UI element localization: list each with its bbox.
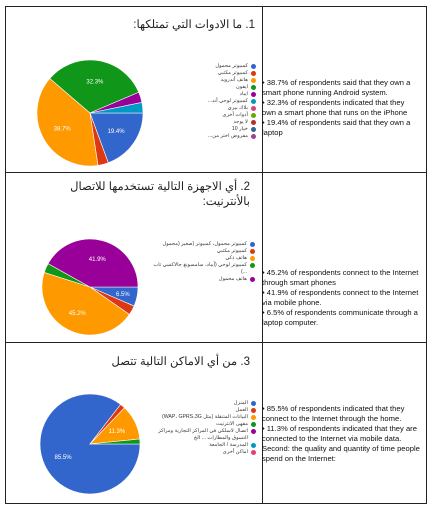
pie-data-label: 45.2% bbox=[68, 310, 86, 317]
legend-swatch bbox=[250, 256, 255, 261]
legend-swatch bbox=[251, 443, 256, 448]
legend-label: كمبيوتر لوحي أند... bbox=[207, 98, 248, 104]
legend-item bbox=[158, 84, 256, 91]
legend-label: خيار 10 bbox=[231, 126, 248, 132]
finding-text: • 11.3% of respondents indicated that they are connected to the Internet via mobile data. bbox=[262, 424, 417, 444]
pie-data-label: 85.5% bbox=[54, 455, 72, 462]
legend-item bbox=[148, 414, 256, 421]
legend-item bbox=[158, 119, 256, 126]
legend-label: مقهى الانترنيت bbox=[216, 421, 248, 427]
legend-1 bbox=[158, 63, 256, 140]
legend-item bbox=[158, 70, 256, 77]
pie-data-label: 19.4% bbox=[107, 129, 125, 136]
legend-label: كمبيوتر مكتبي bbox=[217, 70, 248, 76]
legend-swatch bbox=[251, 85, 256, 90]
pie-chart-1 bbox=[30, 55, 160, 175]
legend-3 bbox=[148, 400, 256, 456]
question-3: 3. من أي الاماكن التالية تتصل bbox=[111, 356, 250, 368]
legend-label: ايباد bbox=[239, 91, 248, 97]
legend-swatch bbox=[251, 64, 256, 69]
legend-swatch bbox=[251, 429, 256, 434]
finding-text: • 19.4% of respondents said that they own a laptop bbox=[262, 118, 411, 138]
legend-item bbox=[150, 255, 255, 262]
pie-data-label: 32.3% bbox=[86, 79, 104, 86]
question-2: 2. أي الاجهزة التالية تستخدمها للاتصال بالأنترنيت: bbox=[70, 181, 250, 208]
legend-label: كمبيوتر مكتبي bbox=[216, 248, 247, 254]
legend-item bbox=[158, 98, 256, 105]
legend-item bbox=[148, 449, 256, 456]
legend-swatch bbox=[251, 127, 256, 132]
legend-item bbox=[158, 63, 256, 70]
legend-label: المنزل bbox=[233, 400, 248, 406]
pie-data-label: 41.9% bbox=[88, 257, 106, 264]
legend-item bbox=[148, 421, 256, 428]
legend-item bbox=[148, 428, 256, 442]
legend-label: اماكن أخرى bbox=[222, 449, 248, 455]
legend-swatch bbox=[251, 113, 256, 118]
legend-item bbox=[158, 126, 256, 133]
legend-swatch bbox=[251, 71, 256, 76]
pie-2-slices bbox=[42, 239, 138, 335]
legend-label: كمبيوتر محمول، كمبيوتر (صغير (محمول bbox=[162, 241, 247, 247]
legend-item bbox=[158, 112, 256, 119]
pie-data-label: 6.5% bbox=[116, 291, 130, 298]
legend-swatch bbox=[251, 415, 256, 420]
legend-swatch bbox=[251, 408, 256, 413]
legend-label: هاتف أندرويد bbox=[220, 77, 248, 83]
legend-item bbox=[150, 262, 255, 276]
pie-chart-2 bbox=[30, 235, 160, 345]
legend-label: كمبيوتر محمول bbox=[215, 63, 248, 69]
finding-text: Second: the quality and quantity of time people spend on the Internet: bbox=[262, 444, 420, 464]
legend-label: لا يوجد bbox=[233, 119, 248, 125]
legend-label: المدرسة / الجامعة bbox=[209, 442, 248, 448]
finding-text: • 38.7% of respondents said that they own a smart phone running Android system. bbox=[262, 78, 411, 98]
legend-swatch bbox=[250, 242, 255, 247]
pie-chart-3 bbox=[30, 390, 160, 500]
legend-swatch bbox=[251, 78, 256, 83]
legend-label: البيانات المتنقلة (مثل WAP، GPRS،3G) bbox=[161, 414, 248, 420]
legend-swatch bbox=[251, 134, 256, 139]
pie-data-label: 38.7% bbox=[53, 126, 71, 133]
legend-label: هاتف محمول bbox=[218, 276, 247, 282]
legend-item bbox=[158, 105, 256, 112]
legend-swatch bbox=[251, 401, 256, 406]
legend-label: أدوات أخرى bbox=[222, 112, 248, 118]
findings-2 bbox=[262, 268, 420, 329]
legend-swatch bbox=[250, 263, 255, 268]
legend-label: العمل bbox=[235, 407, 248, 413]
legend-swatch bbox=[251, 92, 256, 97]
finding-text: • 32.3% of respondents indicated that they own a smart phone that runs on the iPhone bbox=[262, 98, 408, 118]
legend-item bbox=[150, 248, 255, 255]
legend-label: اتصال لاسلكي في المراكز التجارية ومراكز التسوق والمطارات ... الخ bbox=[158, 428, 248, 441]
finding-text: • 41.9% of respondents connect to the Internet via mobile phone. bbox=[262, 288, 419, 308]
legend-item bbox=[148, 407, 256, 414]
legend-swatch bbox=[251, 99, 256, 104]
legend-item bbox=[150, 276, 255, 283]
legend-swatch bbox=[251, 422, 256, 427]
legend-item bbox=[150, 241, 255, 248]
legend-item bbox=[158, 77, 256, 84]
findings-1 bbox=[262, 78, 420, 139]
question-1: 1. ما الادوات التي تمتلكها: bbox=[133, 19, 255, 31]
finding-text: • 85.5% of respondents indicated that they connect to the Internet through the home. bbox=[262, 404, 405, 424]
legend-swatch bbox=[250, 249, 255, 254]
pie-1-slices bbox=[37, 60, 143, 166]
finding-text: • 45.2% of respondents connect to the Internet through smart phones bbox=[262, 268, 419, 288]
legend-label: كمبيوتر لوحي (آيباد، سامسونغ جالاكسي تاب ...) bbox=[153, 262, 247, 275]
legend-2 bbox=[150, 241, 255, 283]
legend-item bbox=[158, 133, 256, 140]
legend-label: هاتف ذكي bbox=[225, 255, 247, 261]
legend-label: بلاك بيري bbox=[227, 105, 248, 111]
legend-label: ايفون bbox=[236, 84, 248, 90]
legend-item bbox=[148, 442, 256, 449]
legend-item bbox=[148, 400, 256, 407]
legend-item bbox=[158, 91, 256, 98]
finding-text: • 6.5% of respondents communicate through a laptop computer. bbox=[262, 308, 418, 328]
pie-data-label: 11.3% bbox=[108, 428, 126, 435]
pie-3-slices bbox=[40, 394, 140, 494]
legend-swatch bbox=[251, 120, 256, 125]
legend-label: مفروض اختر من... bbox=[207, 133, 248, 139]
legend-swatch bbox=[251, 450, 256, 455]
findings-3 bbox=[262, 404, 420, 465]
legend-swatch bbox=[251, 106, 256, 111]
legend-swatch bbox=[250, 277, 255, 282]
